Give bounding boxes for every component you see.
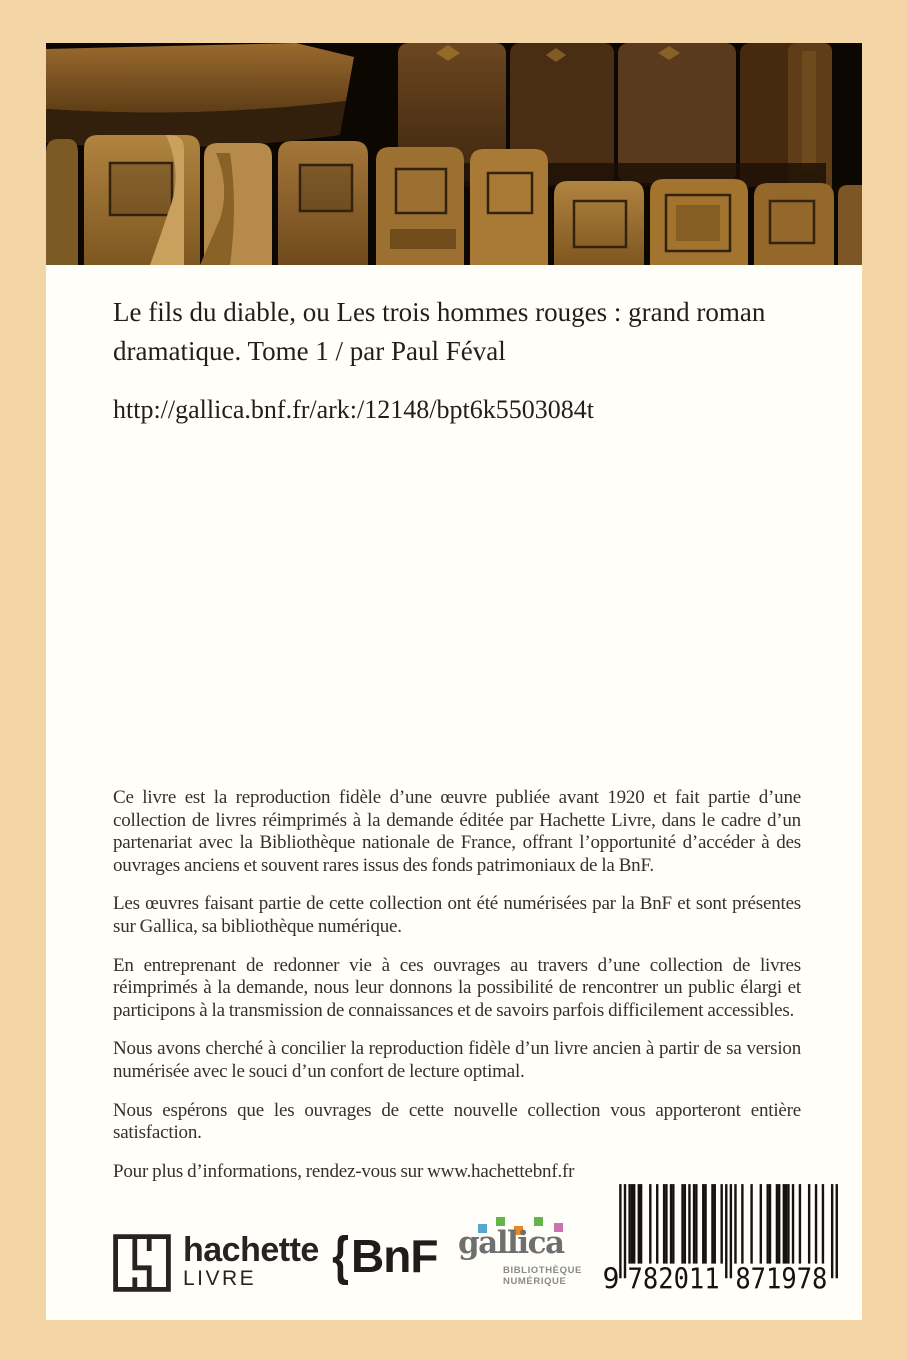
bnf-logo	[330, 1226, 438, 1286]
hachette-livre-label: LIVRE	[183, 1267, 257, 1290]
paragraph: Nous espérons que les ouvrages de cette nouvelle collection vous apporteront entière satisfaction.	[113, 1099, 801, 1144]
paragraph: Ce livre est la reproduction fidèle d’une œuvre publiée avant 1920 et fait partie d’une collection de livres réimprimés à la demande éditée par Hachette Livre, dans le cadre d’un partenariat avec la Bibliothèque nationale de France, offrant l’opportunité d’accéder à des ouvrages anciens et souvent rares issus des fonds patrimoniaux de la BnF.	[113, 787, 801, 876]
bnf-wordmark: BnF	[351, 1230, 438, 1282]
isbn-barcode	[602, 1182, 854, 1295]
paragraph: Nous avons cherché à concilier la reproduction fidèle d’un livre ancien à partir de sa version numérisée avec le souci d’un confort de lecture optimal.	[113, 1038, 801, 1082]
paragraph: Pour plus d’informations, rendez-vous sur www.hachettebnf.fr	[113, 1160, 575, 1182]
paragraph: Les œuvres faisant partie de cette collection ont été numérisées par la BnF et sont présentes sur Gallica, sa bibliothèque numérique.	[113, 893, 801, 937]
gallica-wordmark: gallica	[458, 1225, 564, 1261]
svg-text:782011: 782011	[627, 1262, 720, 1295]
hachette-wordmark: hachette	[183, 1231, 319, 1269]
description-text	[113, 787, 801, 1199]
old-books-photo	[46, 43, 862, 265]
gallica-logo	[458, 1217, 588, 1317]
barcode-image	[602, 1182, 854, 1295]
svg-text:871978: 871978	[735, 1262, 828, 1295]
gallica-url: http://gallica.bnf.fr/ark:/12148/bpt6k5503084t	[113, 395, 594, 424]
hachette-livre-logo	[112, 1233, 319, 1293]
gallica-subtitle: BIBLIOTHÈQUE NUMÉRIQUE	[503, 1265, 582, 1287]
bnf-brace-icon: {	[332, 1226, 349, 1286]
book-title: Le fils du diable, ou Les trois hommes rouges : grand roman dramatique. Tome 1 / par Paul Féval	[113, 297, 766, 366]
cover-panel	[46, 43, 862, 1320]
svg-text:9: 9	[602, 1262, 620, 1295]
hachette-icon	[112, 1233, 172, 1293]
paragraph: En entreprenant de redonner vie à ces ouvrages au travers d’une collection de livres réimprimés à la demande, nous leur donnons la possibilité de rencontrer un public élargi et participons à la transmission de connaissances et de savoirs parfois difficilement accessibles.	[113, 954, 801, 1021]
